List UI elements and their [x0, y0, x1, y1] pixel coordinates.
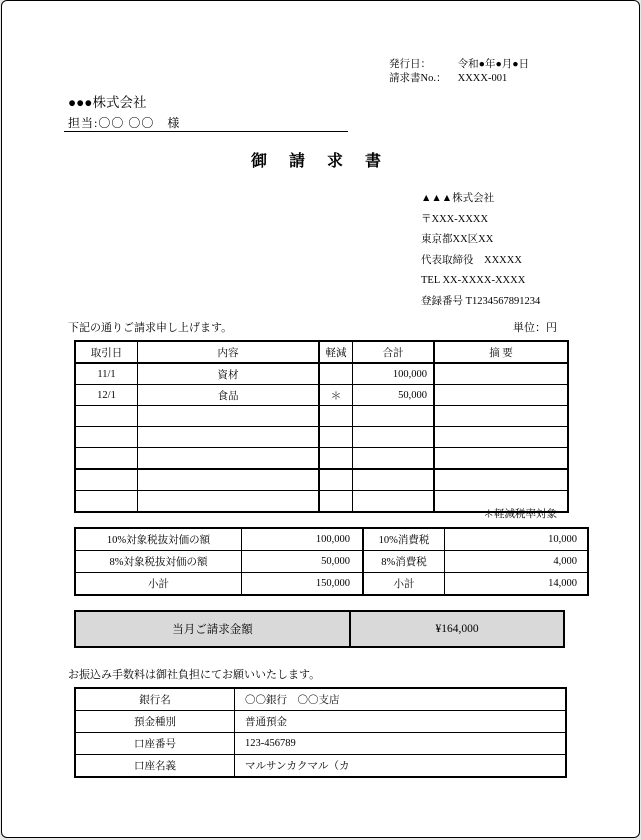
grand-total-label: 当月ご請求金額: [75, 611, 350, 647]
table-row: [75, 733, 566, 755]
grand-total-table: [74, 610, 565, 648]
transfer-fee-note: お振込み手数料は御社負担にてお願いいたします。: [68, 669, 321, 681]
items-header-reduced: 軽減: [319, 341, 353, 363]
table-row: [75, 755, 566, 778]
table-row: [75, 469, 568, 491]
items-header-date: 取引日: [75, 341, 138, 363]
table-row: [75, 406, 568, 427]
issue-date-value: 令和●年●月●日: [457, 59, 530, 70]
tax-base-10-label: 10%対象税抜対価の額: [75, 528, 242, 551]
issuer-company: ▲▲▲株式会社: [421, 193, 495, 204]
account-holder-value: マルサンカクマル（カ: [235, 755, 567, 778]
issuer-tel: TEL XX-XXXX-XXXX: [421, 275, 526, 286]
item-date: [75, 448, 138, 470]
item-note: [434, 406, 568, 427]
intro-text: 下記の通りご請求申し上げます。: [68, 322, 233, 334]
table-row: [75, 528, 588, 551]
item-note: [434, 385, 568, 406]
account-holder-label: 口座名義: [75, 755, 235, 778]
item-reduced: [319, 469, 353, 491]
item-description: [138, 491, 320, 513]
issuer-registration-number: 登録番号 T1234567891234: [421, 295, 541, 307]
recipient-attention: 担当:〇〇 〇〇 様: [68, 116, 181, 130]
item-date: [75, 406, 138, 427]
subtotal-base-value: 150,000: [242, 573, 364, 596]
item-amount: [353, 469, 435, 491]
tax-base-8-label: 8%対象税抜対価の額: [75, 551, 242, 573]
bank-name-label: 銀行名: [75, 688, 235, 711]
subtotal-tax-value: 14,000: [445, 573, 589, 596]
item-amount: [353, 427, 435, 448]
account-type-value: 普通預金: [235, 711, 567, 733]
items-header-description: 内容: [138, 341, 320, 363]
table-row: [75, 427, 568, 448]
items-header-note: 摘 要: [434, 341, 568, 363]
item-description: 資材: [138, 363, 320, 385]
table-row: [75, 573, 588, 596]
bank-info-table: [74, 687, 567, 778]
item-reduced: [319, 406, 353, 427]
tax-10-label: 10%消費税: [363, 528, 445, 551]
invoice-no-value: XXXX-001: [457, 73, 508, 84]
invoice-document: [1, 0, 640, 838]
account-number-value: 123-456789: [235, 733, 567, 755]
attention-underline: [64, 131, 348, 132]
item-amount: [353, 448, 435, 470]
item-reduced: [319, 363, 353, 385]
table-row: [75, 448, 568, 470]
item-amount: [353, 406, 435, 427]
item-reduced: ＊: [319, 385, 353, 406]
tax-base-8-value: 50,000: [242, 551, 364, 573]
issuer-block: [421, 189, 540, 312]
issue-date-row: [389, 58, 529, 72]
item-amount: 100,000: [353, 363, 435, 385]
account-type-label: 預金種別: [75, 711, 235, 733]
item-date: 12/1: [75, 385, 138, 406]
item-description: [138, 469, 320, 491]
item-description: 食品: [138, 385, 320, 406]
items-header-row: [75, 341, 568, 363]
table-row: [75, 363, 568, 385]
issuer-address: 東京都XX区XX: [421, 234, 494, 245]
item-note: [434, 448, 568, 470]
unit-note: 単位：円: [513, 322, 557, 334]
issuer-postal: 〒XXX-XXXX: [421, 213, 489, 225]
item-description: [138, 448, 320, 470]
item-description: [138, 427, 320, 448]
table-row: [75, 385, 568, 406]
item-date: 11/1: [75, 363, 138, 385]
table-row: [75, 711, 566, 733]
items-table: [74, 340, 569, 513]
item-amount: [353, 491, 435, 513]
item-reduced: [319, 427, 353, 448]
subtotal-tax-label: 小計: [363, 573, 445, 596]
item-note: [434, 427, 568, 448]
reduced-tax-note: ＊軽減税率対象: [483, 509, 557, 520]
item-note: [434, 363, 568, 385]
invoice-no-label: 請求書No.：: [389, 73, 447, 84]
item-date: [75, 427, 138, 448]
items-header-amount: 合計: [353, 341, 435, 363]
account-number-label: 口座番号: [75, 733, 235, 755]
item-description: [138, 406, 320, 427]
grand-total-value: ¥164,000: [350, 611, 564, 647]
issuer-representative: 代表取締役 XXXXX: [421, 254, 522, 266]
tax-base-10-value: 100,000: [242, 528, 364, 551]
tax-8-value: 4,000: [445, 551, 589, 573]
item-amount: 50,000: [353, 385, 435, 406]
table-row: [75, 688, 566, 711]
item-reduced: [319, 448, 353, 470]
grand-total-row: [75, 611, 564, 647]
issue-date-label: 発行日：: [389, 59, 431, 70]
item-note: [434, 469, 568, 491]
tax-summary-table: [74, 527, 589, 596]
invoice-no-row: [389, 72, 529, 86]
item-date: [75, 491, 138, 513]
document-meta: [389, 58, 529, 86]
bank-name-value: 〇〇銀行 〇〇支店: [235, 688, 567, 711]
page-title: 御 請 求 書: [250, 153, 390, 170]
item-date: [75, 469, 138, 491]
tax-8-label: 8%消費税: [363, 551, 445, 573]
tax-10-value: 10,000: [445, 528, 589, 551]
table-row: [75, 551, 588, 573]
subtotal-base-label: 小計: [75, 573, 242, 596]
item-reduced: [319, 491, 353, 513]
recipient-company: ●●●株式会社: [68, 95, 147, 110]
